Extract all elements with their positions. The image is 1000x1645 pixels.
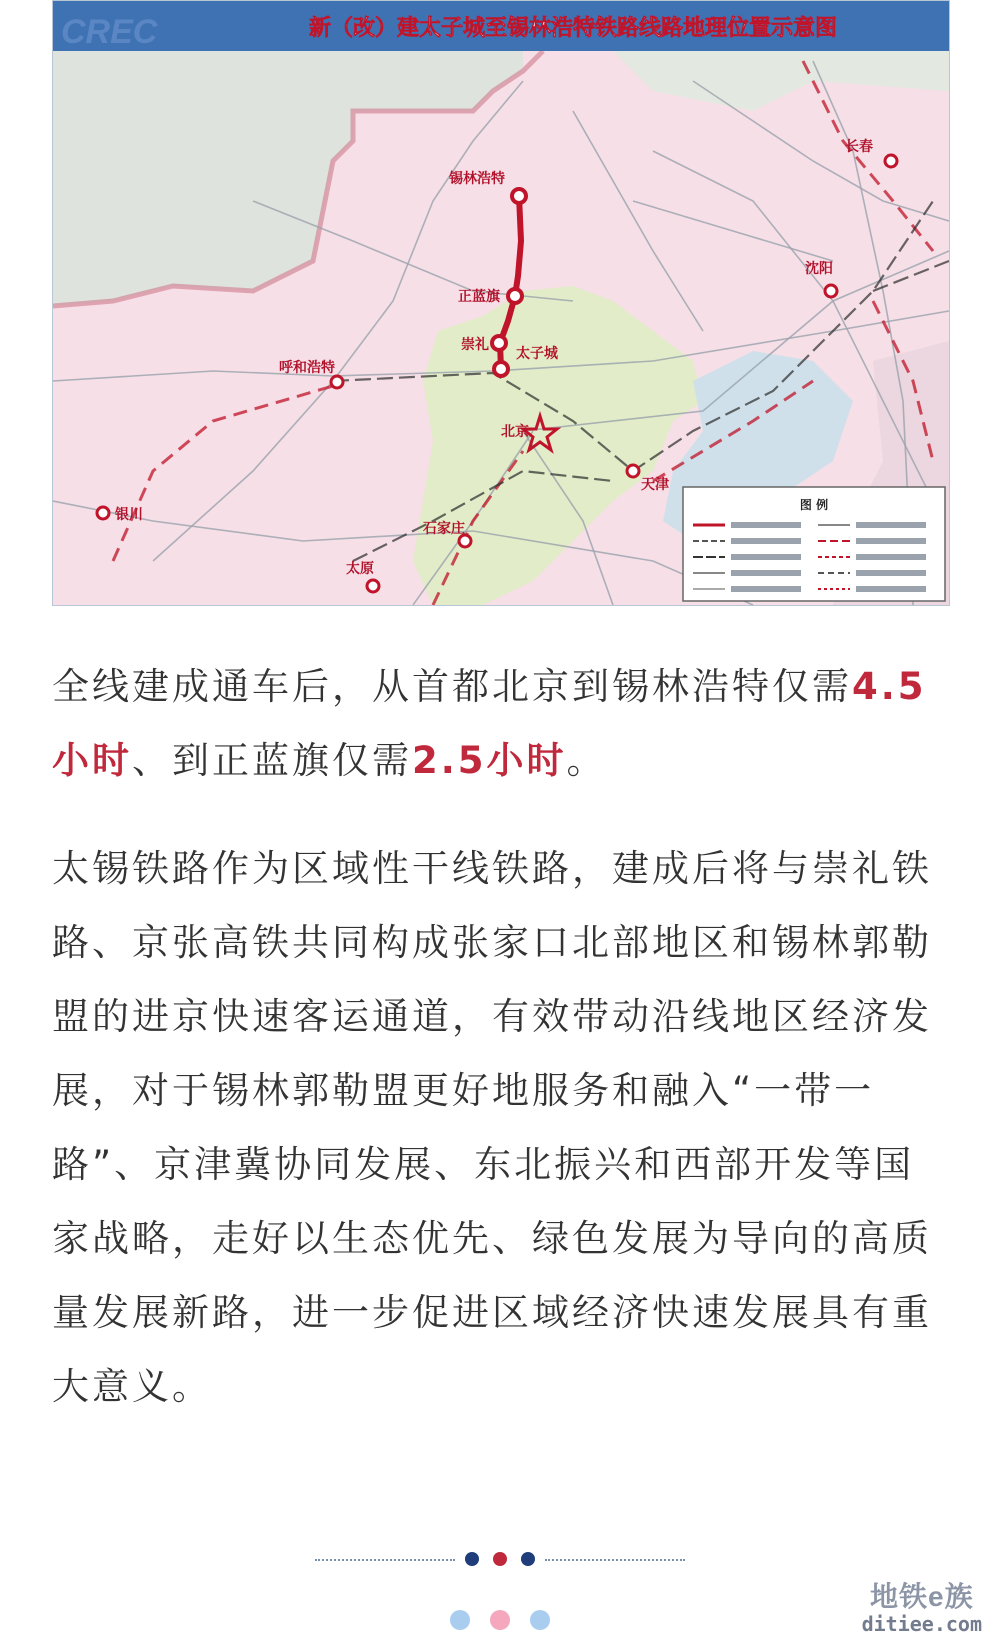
label-beijing: 北京 <box>501 423 529 439</box>
watermark-cn: 地铁e族 <box>870 1581 974 1613</box>
station-chongli-marker <box>492 336 506 350</box>
label-chongli: 崇礼 <box>461 336 489 352</box>
paragraph-significance: 太锡铁路作为区域性干线铁路，建成后将与崇礼铁路、京张高铁共同构成张家口北部地区和锡林郭勒盟的进京快速客运通道，有效带动沿线地区经济发展，对于锡林郭勒盟更好地服务和融入“一带一路”、京津冀协同发展、东北振兴和西部开发等国家战略，走好以生态优先、绿色发展为导向的高质量发展新路，进一步促进区域经济快速发展具有重大意义。 <box>52 847 932 1408</box>
divider-dot <box>465 1552 479 1566</box>
legend-title: 图 例 <box>799 498 829 512</box>
highlight-xilinhot-time: 4.5小时 <box>52 665 927 782</box>
station-xilinhot-marker <box>512 189 526 203</box>
map-title: 新（改）建太子城至锡林浩特铁路线路地理位置示意图 <box>308 16 838 41</box>
label-shenyang: 沈阳 <box>805 260 833 276</box>
site-watermark <box>862 1582 982 1635</box>
highlight-zhenglanqi-time: 2.5小时 <box>412 739 567 782</box>
p1-text-3: 。 <box>566 739 607 782</box>
label-tianjin: 天津 <box>641 476 669 492</box>
p1-text-1: 全线建成通车后，从首都北京到锡林浩特仅需 <box>52 665 852 708</box>
watermark-en: ditiee.com <box>861 1612 982 1636</box>
city-changchun-marker <box>885 155 897 167</box>
city-hohhot-marker <box>331 376 343 388</box>
city-shenyang-marker <box>825 285 837 297</box>
label-taiyuan: 太原 <box>346 560 374 576</box>
divider-dots <box>465 1552 535 1566</box>
label-changchun: 长春 <box>845 138 873 154</box>
divider-line-right <box>545 1559 685 1561</box>
label-hohhot: 呼和浩特 <box>279 359 335 375</box>
banner-logo: CREC <box>61 13 158 51</box>
station-taizicheng-marker <box>494 362 508 376</box>
article-body <box>52 650 952 1424</box>
city-taiyuan-marker <box>367 580 379 592</box>
label-yinchuan: 银川 <box>115 506 143 522</box>
label-shijiazhuang: 石家庄 <box>423 520 465 536</box>
p1-text-2: 、到正蓝旗仅需 <box>132 739 412 782</box>
bottom-dot <box>530 1610 550 1630</box>
map-legend <box>683 487 945 601</box>
city-shijiazhuang-marker <box>459 535 471 547</box>
bottom-dots <box>450 1610 550 1630</box>
city-yinchuan-marker <box>97 507 109 519</box>
label-xilinhot: 锡林浩特 <box>449 170 505 186</box>
label-zhenglanqi: 正蓝旗 <box>458 288 500 304</box>
bottom-dot <box>490 1610 510 1630</box>
city-tianjin-marker <box>627 465 639 477</box>
divider-dot <box>493 1552 507 1566</box>
divider-dot <box>521 1552 535 1566</box>
station-zhenglanqi-marker <box>508 289 522 303</box>
bottom-dot <box>450 1610 470 1630</box>
railway-map-image[interactable] <box>52 0 950 606</box>
paragraph-travel-time <box>52 650 952 798</box>
divider-line-left <box>315 1559 455 1561</box>
section-divider <box>315 1551 685 1569</box>
label-taizicheng: 太子城 <box>516 345 558 361</box>
